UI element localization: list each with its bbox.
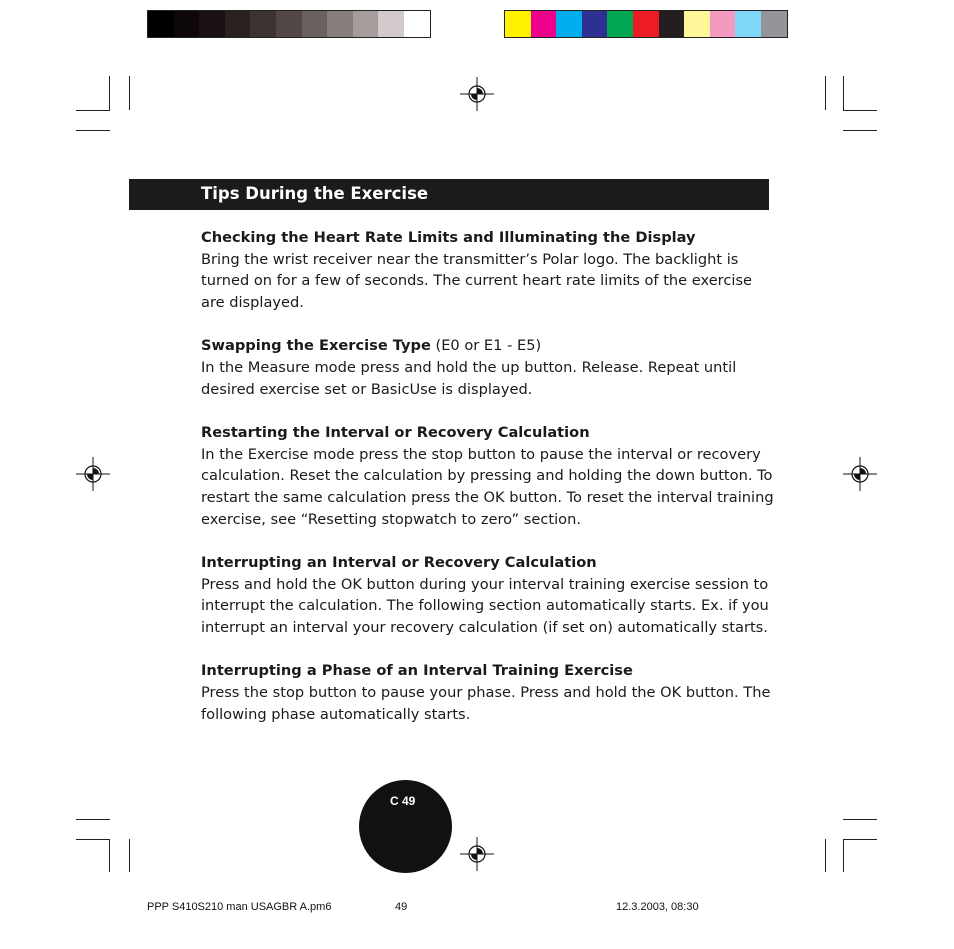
section-header-bar	[129, 179, 769, 210]
crop-mark	[76, 839, 110, 840]
tip-heading-line	[201, 335, 776, 357]
color-swatch	[582, 11, 608, 37]
color-swatch	[684, 11, 710, 37]
tip-heading: Swapping the Exercise Type	[201, 337, 431, 355]
color-swatch	[250, 11, 276, 37]
color-swatch	[148, 11, 174, 37]
crop-mark	[843, 130, 877, 131]
footer-page: 49	[395, 901, 408, 913]
crop-mark	[843, 110, 877, 111]
color-swatch	[505, 11, 531, 37]
crop-mark	[76, 110, 110, 111]
crop-mark	[76, 819, 110, 820]
tip-section	[201, 552, 776, 639]
page-title: Tips During the Exercise	[201, 184, 429, 203]
crop-mark	[825, 76, 826, 110]
color-swatch	[302, 11, 328, 37]
crosshair-icon	[460, 837, 494, 871]
color-swatch	[761, 11, 787, 37]
color-swatch	[556, 11, 582, 37]
crosshair-icon	[843, 457, 877, 491]
tip-heading: Restarting the Interval or Recovery Calculation	[201, 423, 590, 441]
tip-heading-line	[201, 422, 776, 444]
tip-heading: Interrupting a Phase of an Interval Training Exercise	[201, 662, 633, 680]
color-swatch	[353, 11, 379, 37]
color-swatch	[659, 11, 685, 37]
tip-body: Bring the wrist receiver near the transmitter’s Polar logo. The backlight is turned on for a few of seconds. The current heart rate limits of the exercise are displayed.	[201, 250, 753, 312]
color-swatch	[633, 11, 659, 37]
color-swatch	[735, 11, 761, 37]
crop-mark	[109, 839, 110, 872]
color-swatch	[531, 11, 557, 37]
crop-mark	[843, 819, 877, 820]
color-swatch	[199, 11, 225, 37]
color-swatch	[225, 11, 251, 37]
tips-content	[201, 227, 776, 747]
tip-heading-line	[201, 660, 776, 682]
tip-heading-line	[201, 227, 776, 249]
footer-timestamp: 12.3.2003, 08:30	[616, 901, 699, 913]
crosshair-icon	[460, 77, 494, 111]
tip-section	[201, 660, 776, 725]
crop-mark	[843, 839, 877, 840]
color-swatch	[404, 11, 430, 37]
footer-filename: PPP S410S210 man USAGBR A.pm6	[147, 901, 332, 913]
tip-body: Press and hold the OK button during your interval training exercise session to interrupt the calculation. The following section automatically starts. Ex. if you interrupt an interval your recovery calculation (if set on) automatically starts.	[201, 575, 769, 637]
color-swatch	[276, 11, 302, 37]
tip-section	[201, 422, 776, 531]
tip-section	[201, 227, 776, 314]
crop-mark	[129, 839, 130, 872]
crop-mark	[843, 76, 844, 110]
crosshair-icon	[76, 457, 110, 491]
page-number: C 49	[390, 794, 416, 808]
color-swatch-bar	[504, 10, 788, 38]
color-swatch	[327, 11, 353, 37]
crop-mark	[825, 839, 826, 872]
tip-heading-line	[201, 552, 776, 574]
color-swatch	[174, 11, 200, 37]
gray-swatch-bar	[147, 10, 431, 38]
tip-body: In the Exercise mode press the stop button to pause the interval or recovery calculation. Reset the calculation by pressing and holding the down button. To restart the same calculation press the OK button. To reset the interval training exercise, see “Resetting stopwatch to zero” section.	[201, 445, 774, 528]
crop-mark	[843, 839, 844, 872]
crop-mark	[76, 130, 110, 131]
tip-heading: Checking the Heart Rate Limits and Illuminating the Display	[201, 229, 696, 246]
crop-mark	[109, 76, 110, 110]
tip-body: In the Measure mode press and hold the up button. Release. Repeat until desired exercise set or BasicUse is displayed.	[201, 359, 737, 398]
tip-heading: Interrupting an Interval or Recovery Calculation	[201, 553, 597, 571]
tip-heading-suffix: (E0 or E1 - E5)	[430, 337, 542, 355]
color-swatch	[710, 11, 736, 37]
tip-body: Press the stop button to pause your phase. Press and hold the OK button. The following phase automatically starts.	[201, 683, 771, 723]
color-swatch	[607, 11, 633, 37]
color-swatch	[378, 11, 404, 37]
crop-mark	[129, 76, 130, 110]
tip-section	[201, 335, 776, 400]
